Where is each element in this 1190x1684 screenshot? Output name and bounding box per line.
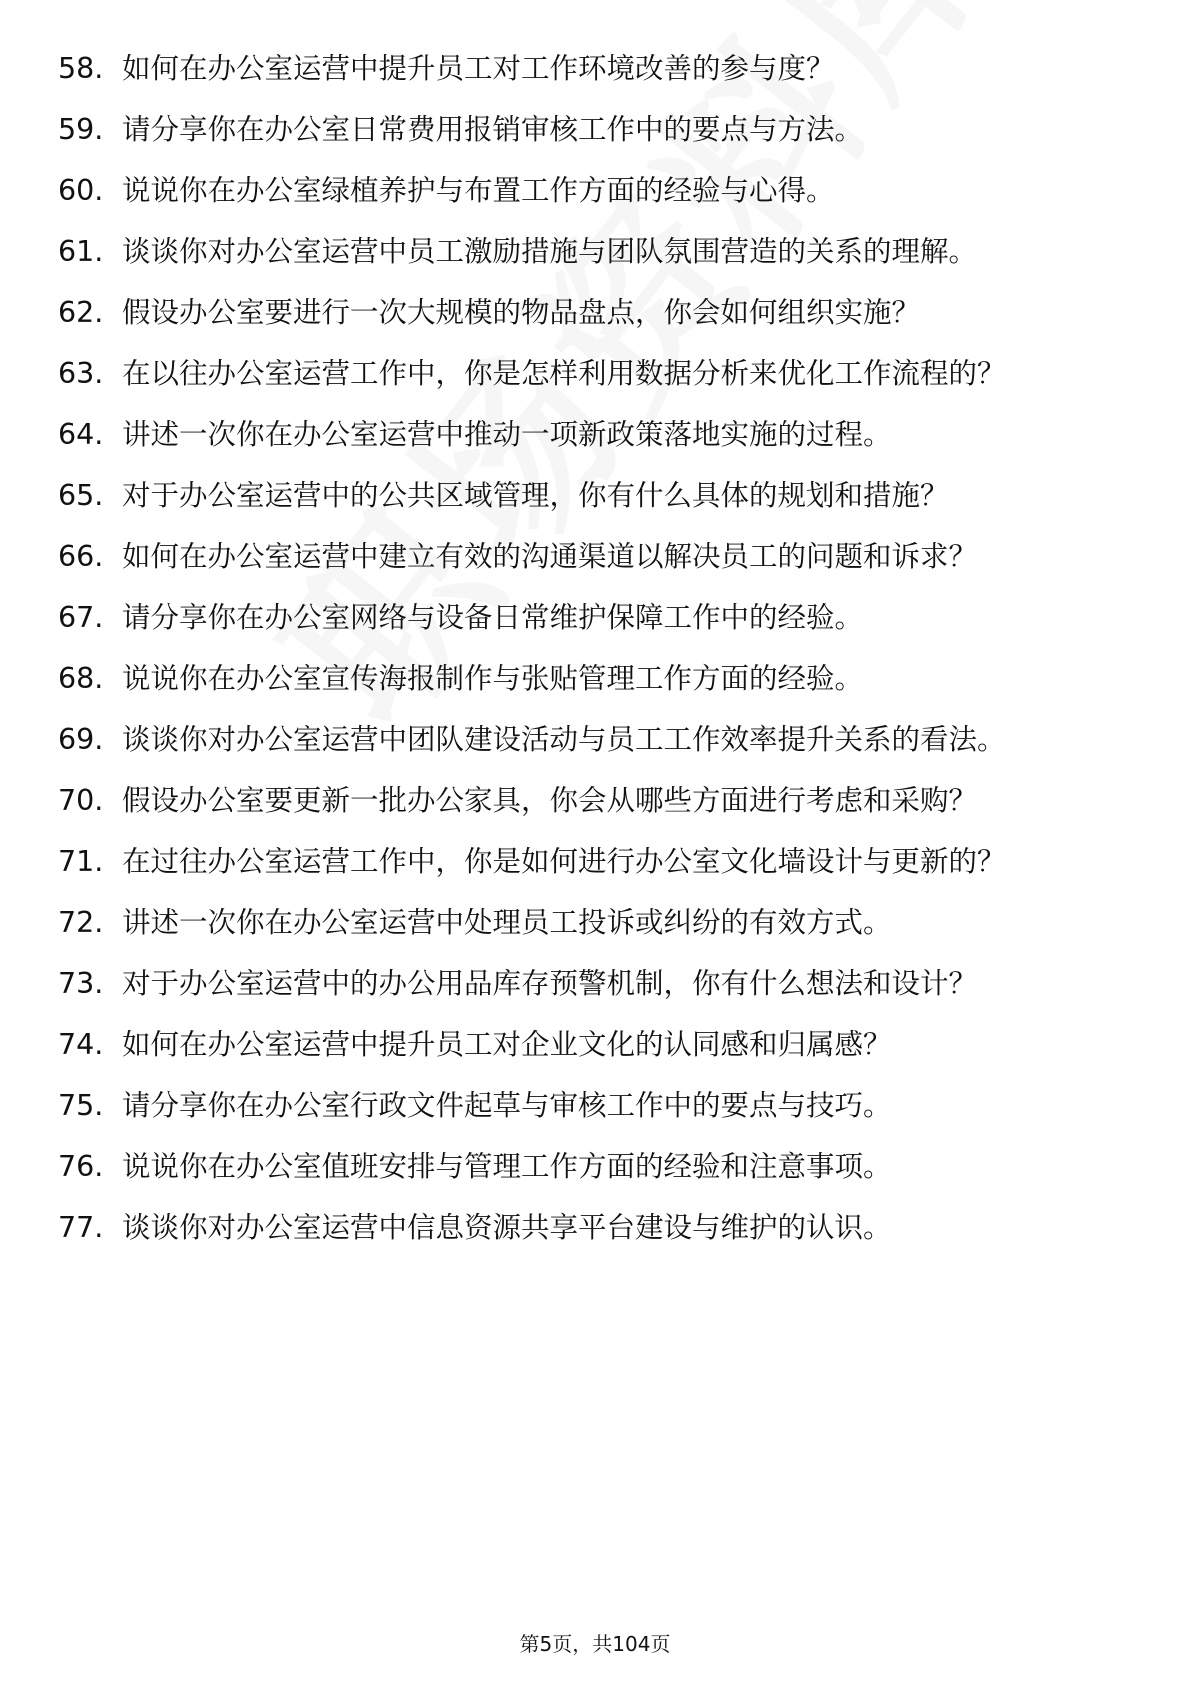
question-item [58, 294, 1118, 332]
question-number: 76. [58, 1150, 104, 1183]
question-text: 谈谈你对办公室运营中员工激励措施与团队氛围营造的关系的理解。 [122, 235, 978, 268]
question-number: 71. [58, 845, 104, 878]
question-text: 说说你在办公室值班安排与管理工作方面的经验和注意事项。 [122, 1150, 892, 1183]
question-number: 72. [58, 906, 104, 939]
question-text: 讲述一次你在办公室运营中推动一项新政策落地实施的过程。 [122, 418, 892, 451]
question-item [58, 172, 1118, 210]
question-text: 假设办公室要进行一次大规模的物品盘点，你会如何组织实施？ [122, 296, 921, 329]
question-item [58, 721, 1118, 759]
question-number: 73. [58, 967, 104, 1000]
question-item [58, 660, 1118, 698]
question-text: 讲述一次你在办公室运营中处理员工投诉或纠纷的有效方式。 [122, 906, 892, 939]
question-number: 74. [58, 1028, 104, 1061]
question-text: 说说你在办公室绿植养护与布置工作方面的经验与心得。 [122, 174, 835, 207]
question-item [58, 599, 1118, 637]
page-footer: 第5页，共104页 [519, 1632, 671, 1656]
question-text: 说说你在办公室宣传海报制作与张贴管理工作方面的经验。 [122, 662, 864, 695]
question-number: 59. [58, 113, 104, 146]
question-item [58, 50, 1118, 88]
question-number: 65. [58, 479, 104, 512]
question-text: 在以往办公室运营工作中，你是怎样利用数据分析来优化工作流程的？ [122, 357, 1006, 390]
question-item [58, 1148, 1118, 1186]
question-item [58, 1087, 1118, 1125]
question-number: 77. [58, 1211, 104, 1244]
question-item [58, 233, 1118, 271]
question-item [58, 782, 1118, 820]
question-text: 谈谈你对办公室运营中团队建设活动与员工工作效率提升关系的看法。 [122, 723, 1006, 756]
question-number: 61. [58, 235, 104, 268]
question-number: 68. [58, 662, 104, 695]
question-number: 60. [58, 174, 104, 207]
question-item [58, 538, 1118, 576]
question-text: 如何在办公室运营中提升员工对工作环境改善的参与度？ [122, 52, 835, 85]
question-item [58, 111, 1118, 149]
question-text: 如何在办公室运营中建立有效的沟通渠道以解决员工的问题和诉求？ [122, 540, 978, 573]
question-text: 对于办公室运营中的公共区域管理，你有什么具体的规划和措施？ [122, 479, 949, 512]
question-number: 75. [58, 1089, 104, 1122]
question-item [58, 1209, 1118, 1247]
question-text: 请分享你在办公室行政文件起草与审核工作中的要点与技巧。 [122, 1089, 892, 1122]
question-text: 在过往办公室运营工作中，你是如何进行办公室文化墙设计与更新的？ [122, 845, 1006, 878]
question-item [58, 477, 1118, 515]
question-text: 假设办公室要更新一批办公家具，你会从哪些方面进行考虑和采购？ [122, 784, 978, 817]
question-number: 63. [58, 357, 104, 390]
question-number: 69. [58, 723, 104, 756]
question-list [58, 50, 1118, 1270]
question-text: 请分享你在办公室网络与设备日常维护保障工作中的经验。 [122, 601, 864, 634]
question-number: 66. [58, 540, 104, 573]
question-number: 67. [58, 601, 104, 634]
question-item [58, 355, 1118, 393]
question-item [58, 904, 1118, 942]
question-number: 62. [58, 296, 104, 329]
question-number: 64. [58, 418, 104, 451]
question-item [58, 416, 1118, 454]
question-text: 谈谈你对办公室运营中信息资源共享平台建设与维护的认识。 [122, 1211, 892, 1244]
question-text: 请分享你在办公室日常费用报销审核工作中的要点与方法。 [122, 113, 864, 146]
question-item [58, 843, 1118, 881]
question-number: 70. [58, 784, 104, 817]
question-text: 如何在办公室运营中提升员工对企业文化的认同感和归属感？ [122, 1028, 892, 1061]
question-number: 58. [58, 52, 104, 85]
question-item [58, 965, 1118, 1003]
question-text: 对于办公室运营中的办公用品库存预警机制，你有什么想法和设计？ [122, 967, 978, 1000]
question-item [58, 1026, 1118, 1064]
